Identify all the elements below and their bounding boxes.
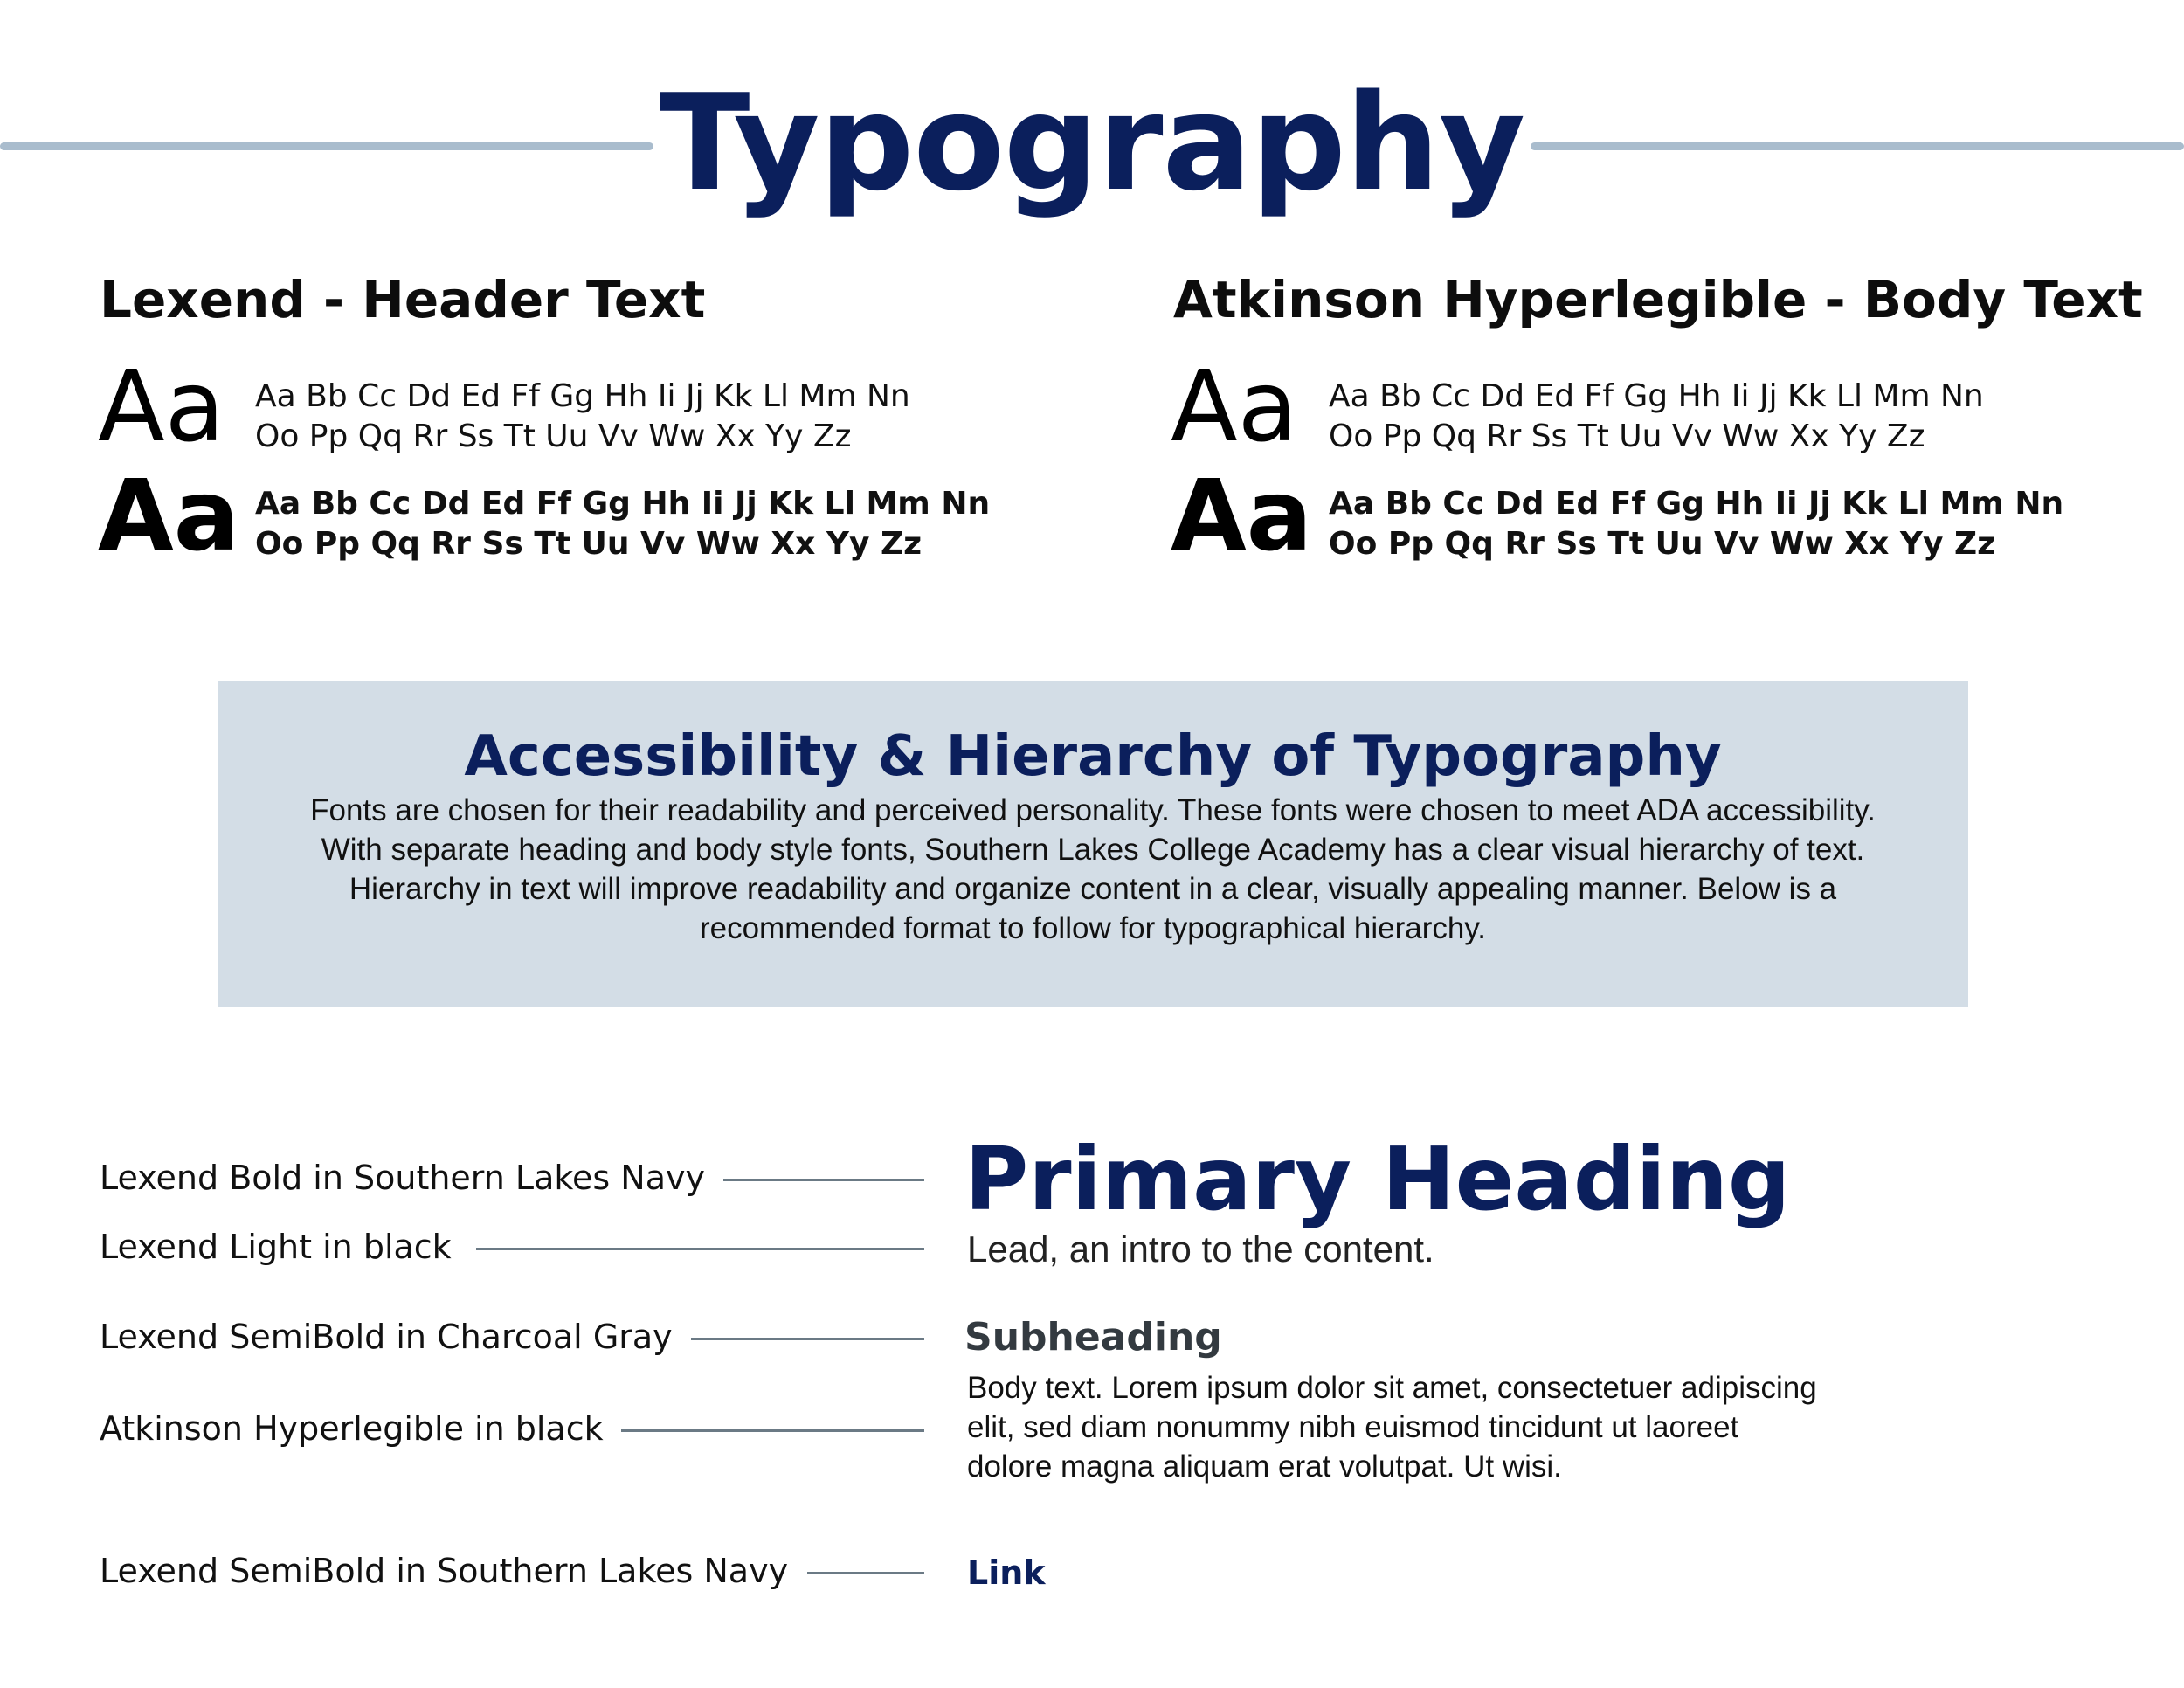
info-title: Accessibility & Hierarchy of Typography	[464, 724, 1722, 789]
leader-line-lead	[476, 1248, 924, 1250]
leader-line-body	[621, 1429, 924, 1432]
link-sample[interactable]: Link	[967, 1553, 1046, 1592]
lexend-bold-alphabet-line-2: Oo Pp Qq Rr Ss Tt Uu Vv Ww Xx Yy Zz	[255, 526, 923, 562]
lexend-light-alphabet-line-1: Aa Bb Cc Dd Ed Ff Gg Hh Ii Jj Kk Ll Mm Nn	[255, 378, 910, 414]
leader-line-subheading	[691, 1338, 924, 1340]
lexend-bold-alphabet-line-1: Aa Bb Cc Dd Ed Ff Gg Hh Ii Jj Kk Ll Mm Nn	[255, 486, 991, 522]
label-subheading: Lexend SemiBold in Charcoal Gray	[100, 1318, 673, 1356]
primary-heading-sample: Primary Heading	[964, 1128, 1791, 1230]
lead-sample: Lead, an intro to the content.	[967, 1228, 1434, 1269]
label-lead: Lexend Light in black	[100, 1228, 452, 1266]
label-link: Lexend SemiBold in Southern Lakes Navy	[100, 1552, 789, 1590]
info-text: Fonts are chosen for their readability and perceived personality. These fonts were chosen to meet ADA accessibility. With separate heading and body style fonts, Southern Lakes College Academy has a clear visual hierarchy of text. Hierarchy in text will improve readability and organize content in a clear, visually appealing manner. Below is a recommended format to follow for typographical hierarchy.	[310, 793, 1876, 945]
label-primary-heading: Lexend Bold in Southern Lakes Navy	[100, 1159, 705, 1197]
atkinson-bold-alphabet-line-1: Aa Bb Cc Dd Ed Ff Gg Hh Ii Jj Kk Ll Mm Nn	[1329, 486, 2064, 522]
leader-line-primary	[723, 1179, 924, 1181]
atkinson-regular-alphabet-line-2: Oo Pp Qq Rr Ss Tt Uu Vv Ww Xx Yy Zz	[1329, 419, 1925, 454]
atkinson-regular-alphabet-line-1: Aa Bb Cc Dd Ed Ff Gg Hh Ii Jj Kk Ll Mm Nn	[1329, 378, 1984, 414]
atkinson-regular-glyph: Aa	[1171, 350, 1298, 464]
lexend-light-alphabet-line-2: Oo Pp Qq Rr Ss Tt Uu Vv Ww Xx Yy Zz	[255, 419, 852, 454]
leader-line-link	[807, 1572, 924, 1574]
lexend-bold-glyph: Aa	[98, 460, 240, 573]
atkinson-column-title: Atkinson Hyperlegible - Body Text	[1173, 270, 2143, 329]
body-text-sample: Body text. Lorem ipsum dolor sit amet, consectetuer adipiscing elit, sed diam nonummy nibh euismod tincidunt ut laoreet dolore magna aliquam erat volutpat. Ut wisi.	[967, 1371, 1817, 1484]
label-body: Atkinson Hyperlegible in black	[100, 1409, 604, 1448]
accessibility-info-box	[218, 681, 1968, 1007]
subheading-sample: Subheading	[964, 1315, 1222, 1359]
lexend-light-glyph: Aa	[98, 350, 225, 464]
page-title: Typography	[659, 66, 1525, 220]
atkinson-bold-alphabet-line-2: Oo Pp Qq Rr Ss Tt Uu Vv Ww Xx Yy Zz	[1329, 526, 1996, 562]
atkinson-bold-glyph: Aa	[1171, 460, 1313, 573]
lexend-column-title: Lexend - Header Text	[100, 270, 706, 329]
